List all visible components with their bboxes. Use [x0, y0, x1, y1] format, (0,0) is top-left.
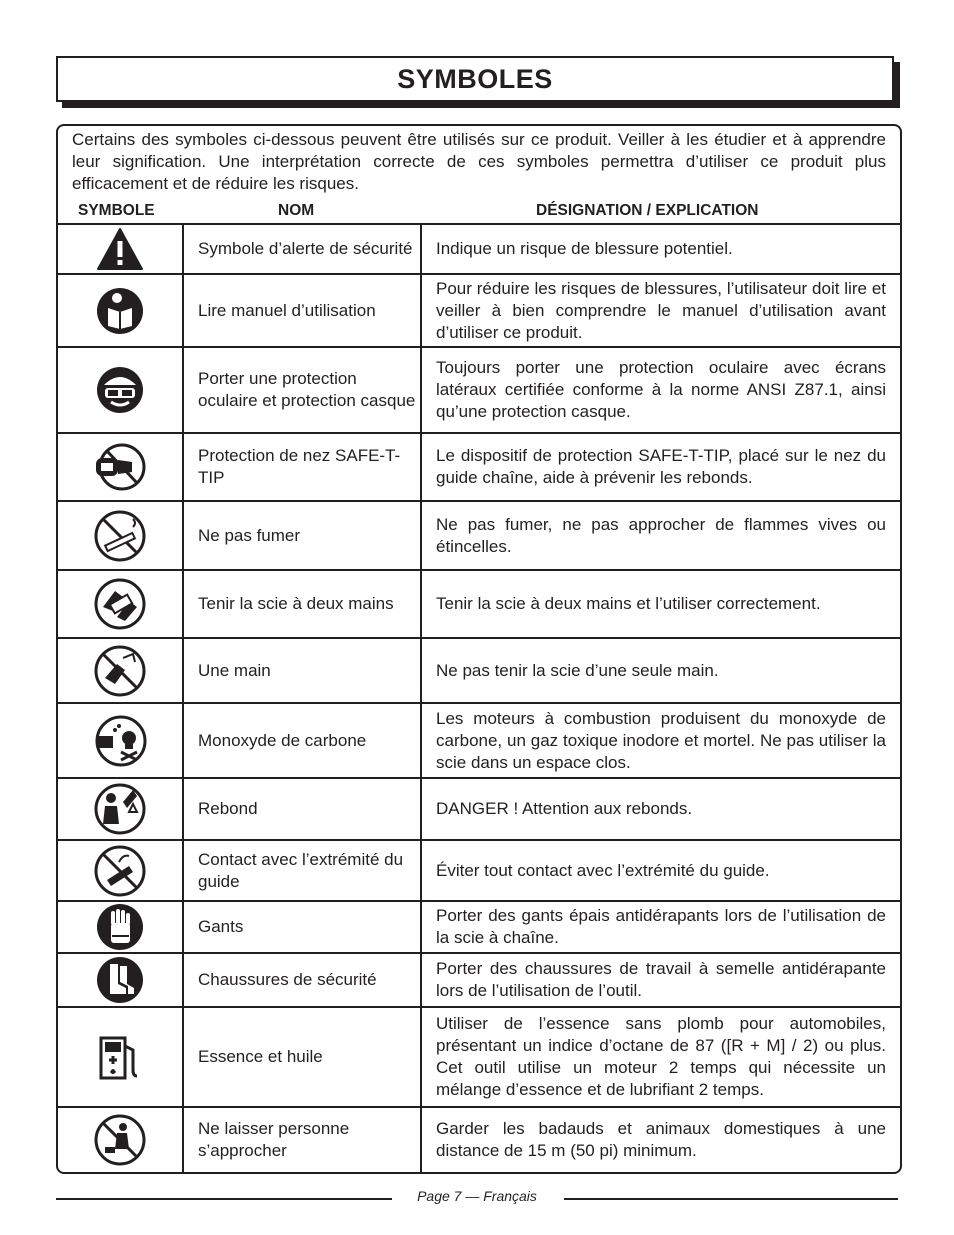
table-row	[58, 569, 900, 637]
carbon-monoxide-icon	[91, 714, 149, 768]
table-row	[58, 777, 900, 839]
row-desc: Utiliser de l’essence sans plomb pour automobiles, présentant un indice d’octane de 87 ([R + M] / 2) ou plus. Cet outil utilise un moteur 2 temps qui nécessite un mélange d’essence et de lubrifiant 2 temps.	[436, 1014, 886, 1099]
table-row	[58, 346, 900, 432]
row-desc: Le dispositif de protection SAFE-T-TIP, placé sur le nez du guide chaîne, aide à prévenir les rebonds.	[436, 446, 886, 487]
symbols-table-frame	[56, 124, 902, 1174]
intro-paragraph: Certains des symboles ci-dessous peuvent être utilisés sur ce produit. Veiller à les étudier et à apprendre leur signification. Une interprétation correcte de ces symboles permettra d’utiliser ce produit plus efficacement et de réduire les risques.	[72, 130, 886, 193]
row-name: Protection de nez SAFE-T-TIP	[198, 446, 401, 487]
row-name: Lire manuel d’utilisation	[198, 300, 376, 320]
gloves-icon	[96, 903, 144, 951]
header-nom: NOM	[278, 202, 315, 219]
table-row	[58, 900, 900, 952]
table-row	[58, 432, 900, 500]
row-desc: Ne pas fumer, ne pas approcher de flammes vives ou étincelles.	[436, 514, 886, 556]
header-symbole: SYMBOLE	[78, 202, 155, 219]
row-name: Rebond	[198, 799, 258, 818]
row-desc: DANGER ! Attention aux rebonds.	[436, 799, 693, 818]
title-box	[56, 56, 894, 102]
table-row	[58, 1006, 900, 1106]
row-name: Porter une protection oculaire et protection casque	[198, 369, 416, 410]
row-desc: Indique un risque de blessure potentiel.	[436, 239, 733, 258]
row-name: Symbole d’alerte de sécurité	[198, 239, 413, 258]
row-desc: Tenir la scie à deux mains et l’utiliser correctement.	[436, 594, 821, 613]
table-row	[58, 273, 900, 346]
tip-contact-icon	[93, 844, 147, 898]
fuel-oil-icon	[97, 1032, 143, 1082]
row-desc: Porter des chaussures de travail à semelle antidérapante lors de l’utilisation de l’outil.	[436, 959, 886, 1000]
row-desc: Éviter tout contact avec l’extrémité du guide.	[436, 860, 770, 880]
row-desc: Toujours porter une protection oculaire avec écrans latéraux certifiée conforme à la norme ANSI Z87.1, ainsi qu’une protection casque.	[436, 358, 886, 421]
table-row	[58, 952, 900, 1006]
footer-rule-right	[564, 1198, 898, 1200]
row-name: Contact avec l’extrémité du guide	[198, 849, 404, 891]
row-name: Essence et huile	[198, 1047, 323, 1066]
row-name: Ne laisser personne s’approcher	[198, 1119, 359, 1160]
row-desc: Pour réduire les risques de blessures, l’utilisateur doit lire et veiller à bien comprendre le manuel d’utilisation avant d’utiliser ce produit.	[436, 278, 886, 342]
row-name: Une main	[198, 660, 271, 680]
row-name: Chaussures de sécurité	[198, 970, 377, 989]
table-row	[58, 1106, 900, 1172]
safe-t-tip-icon	[92, 442, 148, 492]
table-row	[58, 223, 900, 273]
kickback-icon	[93, 782, 147, 836]
two-hands-icon	[93, 577, 147, 631]
header-designation: DÉSIGNATION / EXPLICATION	[536, 202, 759, 219]
table-row	[58, 500, 900, 569]
row-name: Tenir la scie à deux mains	[198, 594, 394, 613]
safety-boots-icon	[96, 956, 144, 1004]
keep-bystanders-away-icon	[93, 1113, 147, 1167]
row-desc: Porter des gants épais antidérapants lors de l’utilisation de la scie à chaîne.	[436, 906, 886, 947]
table-row	[58, 637, 900, 702]
one-hand-prohibited-icon	[93, 644, 147, 698]
row-desc: Les moteurs à combustion produisent du monoxyde de carbone, un gaz toxique inodore et mortel. Ne pas utiliser la scie dans un espace clos.	[436, 708, 886, 772]
table-row	[58, 702, 900, 777]
row-desc: Ne pas tenir la scie d’une seule main.	[436, 660, 719, 680]
eye-head-protection-icon	[95, 365, 145, 415]
page-footer: Page 7 — Français	[417, 1188, 537, 1204]
read-manual-icon	[95, 286, 145, 336]
row-name: Gants	[198, 917, 244, 936]
safety-alert-icon	[96, 227, 144, 271]
row-name: Monoxyde de carbone	[198, 730, 367, 750]
no-smoking-icon	[93, 509, 147, 563]
row-name: Ne pas fumer	[198, 525, 301, 545]
table-row	[58, 839, 900, 900]
page-title: SYMBOLES	[397, 64, 553, 94]
row-desc: Garder les badauds et animaux domestiques à une distance de 15 m (50 pi) minimum.	[436, 1119, 886, 1160]
